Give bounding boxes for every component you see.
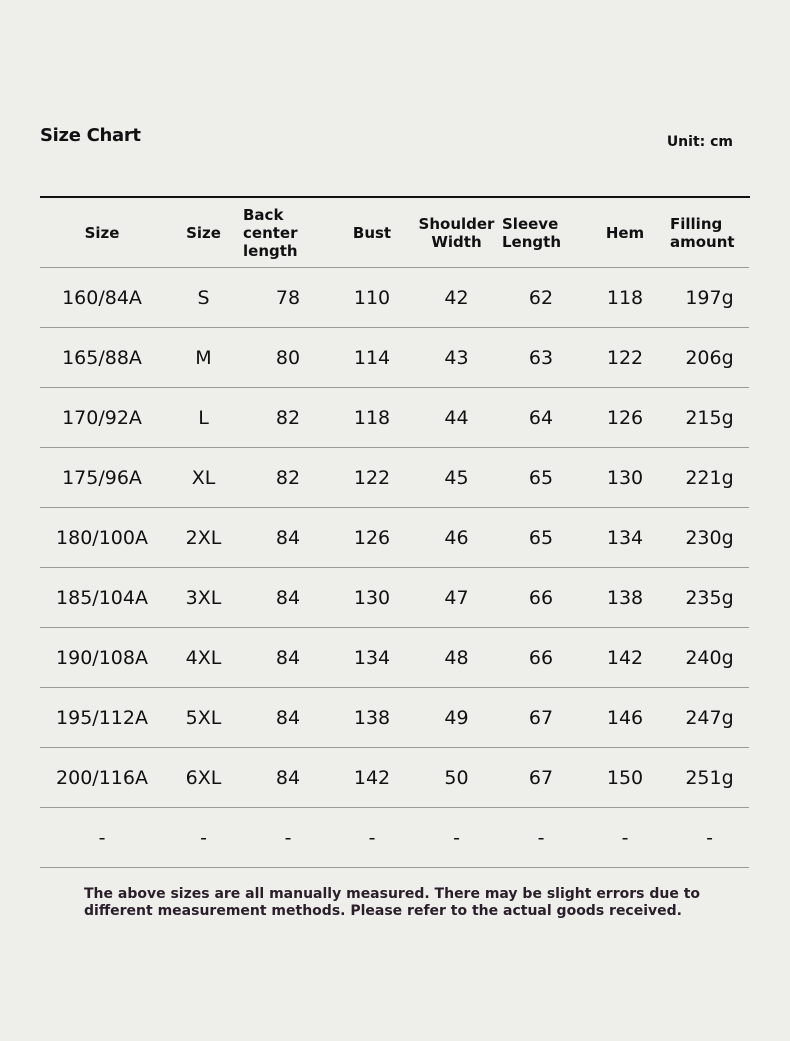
table-cell: 200/116A — [40, 748, 164, 808]
table-cell: 44 — [411, 388, 502, 448]
table-row — [40, 628, 749, 688]
table-cell: 2XL — [164, 508, 243, 568]
header-cell: Size — [40, 198, 164, 268]
header-cell: Shoulder Width — [411, 198, 502, 268]
table-cell: 4XL — [164, 628, 243, 688]
table-cell: 63 — [502, 328, 580, 388]
table-cell: 138 — [333, 688, 411, 748]
table-row — [40, 568, 749, 628]
table-cell: - — [670, 808, 749, 868]
table-cell: 134 — [333, 628, 411, 688]
table-cell: 235g — [670, 568, 749, 628]
table-cell: 6XL — [164, 748, 243, 808]
table-cell: 138 — [580, 568, 670, 628]
table-cell: 165/88A — [40, 328, 164, 388]
table-cell: 84 — [243, 508, 333, 568]
table-row — [40, 448, 749, 508]
size-table — [40, 198, 749, 868]
table-cell: S — [164, 268, 243, 328]
table-cell: 65 — [502, 448, 580, 508]
table-cell: - — [243, 808, 333, 868]
table-cell: - — [333, 808, 411, 868]
table-cell: 170/92A — [40, 388, 164, 448]
table-cell: 190/108A — [40, 628, 164, 688]
header-cell: Sleeve Length — [502, 198, 580, 268]
table-cell: 65 — [502, 508, 580, 568]
table-cell: 215g — [670, 388, 749, 448]
table-cell: 175/96A — [40, 448, 164, 508]
table-cell: 240g — [670, 628, 749, 688]
table-cell: 48 — [411, 628, 502, 688]
measurement-note: The above sizes are all manually measured. There may be slight errors due to different measurement methods. Please refer to the actual goods received. — [84, 886, 701, 919]
table-cell: XL — [164, 448, 243, 508]
table-cell: 80 — [243, 328, 333, 388]
table-cell: 197g — [670, 268, 749, 328]
table-cell: 110 — [333, 268, 411, 328]
table-cell: L — [164, 388, 243, 448]
table-row — [40, 328, 749, 388]
table-cell: 3XL — [164, 568, 243, 628]
table-cell: 134 — [580, 508, 670, 568]
table-cell: - — [502, 808, 580, 868]
table-cell: 82 — [243, 448, 333, 508]
table-cell: 49 — [411, 688, 502, 748]
table-cell: 126 — [580, 388, 670, 448]
table-cell: 64 — [502, 388, 580, 448]
table-cell: 251g — [670, 748, 749, 808]
table-cell: 82 — [243, 388, 333, 448]
table-cell: 47 — [411, 568, 502, 628]
header-row — [40, 198, 749, 268]
table-cell: 195/112A — [40, 688, 164, 748]
table-cell: 42 — [411, 268, 502, 328]
table-row — [40, 748, 749, 808]
table-cell: 185/104A — [40, 568, 164, 628]
header-cell: Hem — [580, 198, 670, 268]
table-row — [40, 808, 749, 868]
table-cell: 67 — [502, 688, 580, 748]
header-cell: Size — [164, 198, 243, 268]
table-cell: 150 — [580, 748, 670, 808]
table-cell: 84 — [243, 628, 333, 688]
table-row — [40, 688, 749, 748]
table-body — [40, 268, 749, 868]
table-cell: 50 — [411, 748, 502, 808]
table-cell: M — [164, 328, 243, 388]
table-cell: 206g — [670, 328, 749, 388]
table-cell: 118 — [580, 268, 670, 328]
header-cell: Bust — [333, 198, 411, 268]
table-cell: 43 — [411, 328, 502, 388]
table-cell: 247g — [670, 688, 749, 748]
table-cell: 46 — [411, 508, 502, 568]
table-cell: 84 — [243, 688, 333, 748]
table-cell: - — [164, 808, 243, 868]
table-cell: 66 — [502, 628, 580, 688]
table-cell: 130 — [580, 448, 670, 508]
table-cell: 78 — [243, 268, 333, 328]
table-cell: 45 — [411, 448, 502, 508]
chart-title: Size Chart — [40, 125, 141, 146]
table-cell: 84 — [243, 748, 333, 808]
table-row — [40, 388, 749, 448]
table-row — [40, 268, 749, 328]
table-cell: 66 — [502, 568, 580, 628]
header-cell: Filling amount — [670, 198, 749, 268]
unit-label: Unit: cm — [666, 134, 733, 150]
table-cell: - — [580, 808, 670, 868]
table-cell: 126 — [333, 508, 411, 568]
table-cell: 67 — [502, 748, 580, 808]
table-cell: 84 — [243, 568, 333, 628]
table-cell: 160/84A — [40, 268, 164, 328]
table-cell: 5XL — [164, 688, 243, 748]
table-cell: 118 — [333, 388, 411, 448]
table-cell: 130 — [333, 568, 411, 628]
table-cell: 62 — [502, 268, 580, 328]
table-row — [40, 508, 749, 568]
header-cell: Back center length — [243, 198, 333, 268]
table-cell: - — [411, 808, 502, 868]
table-cell: 146 — [580, 688, 670, 748]
table-cell: 142 — [580, 628, 670, 688]
table-cell: 180/100A — [40, 508, 164, 568]
table-cell: 122 — [333, 448, 411, 508]
table-cell: 122 — [580, 328, 670, 388]
table-cell: 142 — [333, 748, 411, 808]
table-cell: - — [40, 808, 164, 868]
table-cell: 114 — [333, 328, 411, 388]
table-cell: 221g — [670, 448, 749, 508]
table-cell: 230g — [670, 508, 749, 568]
